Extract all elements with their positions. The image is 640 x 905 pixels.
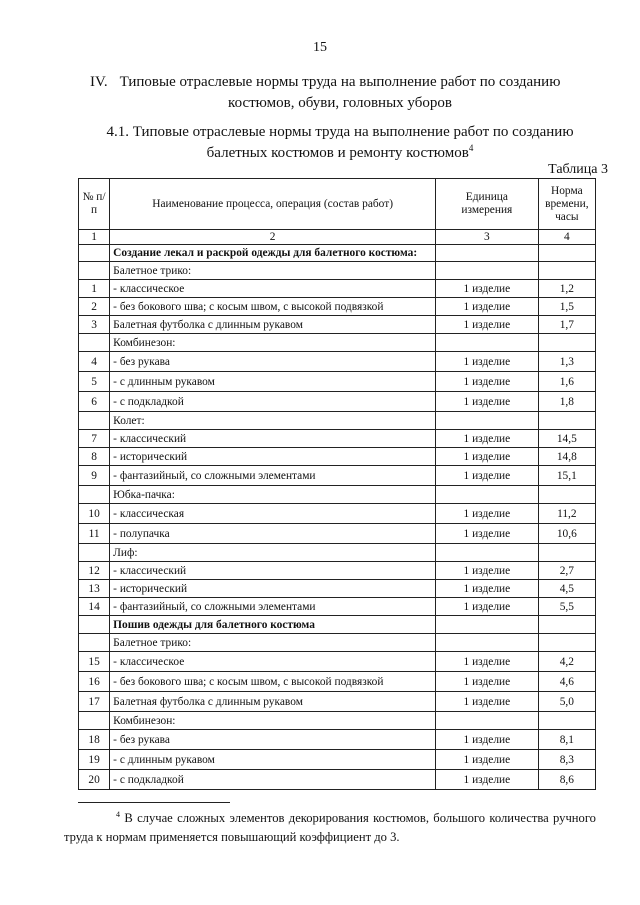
footnote-text: В случае сложных элементов декорирования костюмов, большого количества ручного труда к нормам применяется повышающий коэффициент до 3. xyxy=(64,811,596,844)
table-row xyxy=(79,580,596,598)
cell-norm: 1,8 xyxy=(538,392,595,412)
table-row xyxy=(79,448,596,466)
table-group-row xyxy=(79,634,596,652)
cell-norm xyxy=(538,245,595,262)
cell-num: 7 xyxy=(79,430,110,448)
table-group-row xyxy=(79,486,596,504)
cell-name: - классическое xyxy=(110,652,436,672)
cell-name: Юбка-пачка: xyxy=(110,486,436,504)
norms-table xyxy=(78,178,596,790)
cell-num: 18 xyxy=(79,730,110,750)
table-row xyxy=(79,562,596,580)
cell-norm xyxy=(538,616,595,634)
table-row xyxy=(79,524,596,544)
cell-norm: 4,6 xyxy=(538,672,595,692)
cell-name: - с подкладкой xyxy=(110,392,436,412)
cell-num: 10 xyxy=(79,504,110,524)
table-row xyxy=(79,770,596,790)
cell-unit xyxy=(436,486,539,504)
table-row xyxy=(79,692,596,712)
cell-unit: 1 изделие xyxy=(436,372,539,392)
cell-unit: 1 изделие xyxy=(436,466,539,486)
cell-num: 4 xyxy=(79,352,110,372)
column-number-row xyxy=(79,230,596,245)
cell-norm: 1,2 xyxy=(538,280,595,298)
cell-num xyxy=(79,262,110,280)
cell-norm xyxy=(538,634,595,652)
table-row xyxy=(79,280,596,298)
cell-num: 14 xyxy=(79,598,110,616)
cell-norm xyxy=(538,712,595,730)
cell-name: - с длинным рукавом xyxy=(110,750,436,770)
cell-unit: 1 изделие xyxy=(436,504,539,524)
cell-unit xyxy=(436,712,539,730)
cell-unit: 1 изделие xyxy=(436,598,539,616)
cell-name: - исторический xyxy=(110,448,436,466)
section-heading-line-1: Типовые отраслевые нормы труда на выполнение работ по созданию xyxy=(119,74,561,90)
table-label: Таблица 3 xyxy=(548,162,608,177)
page-number: 15 xyxy=(313,40,327,55)
cell-norm: 5,5 xyxy=(538,598,595,616)
cell-unit: 1 изделие xyxy=(436,316,539,334)
cell-norm xyxy=(538,486,595,504)
cell-norm xyxy=(538,412,595,430)
cell-name: Колет: xyxy=(110,412,436,430)
section-heading xyxy=(60,72,620,114)
cell-unit xyxy=(436,262,539,280)
table-row xyxy=(79,372,596,392)
cell-name: - классический xyxy=(110,562,436,580)
table-row xyxy=(79,750,596,770)
footnote-reference: 4 xyxy=(468,143,474,153)
cell-name: Пошив одежды для балетного костюма xyxy=(110,616,436,634)
cell-unit: 1 изделие xyxy=(436,692,539,712)
cell-norm: 14,8 xyxy=(538,448,595,466)
header-name: Наименование процесса, операция (состав работ) xyxy=(110,179,436,230)
cell-num: 3 xyxy=(79,316,110,334)
table-row xyxy=(79,672,596,692)
cell-num: 13 xyxy=(79,580,110,598)
cell-num xyxy=(79,712,110,730)
table-row xyxy=(79,504,596,524)
cell-num xyxy=(79,245,110,262)
cell-num xyxy=(79,616,110,634)
table-row xyxy=(79,298,596,316)
table-group-row xyxy=(79,616,596,634)
cell-norm: 1,3 xyxy=(538,352,595,372)
cell-name: - с подкладкой xyxy=(110,770,436,790)
table-row xyxy=(79,652,596,672)
cell-unit xyxy=(436,616,539,634)
cell-norm: 10,6 xyxy=(538,524,595,544)
cell-name: - с длинным рукавом xyxy=(110,372,436,392)
cell-unit xyxy=(436,544,539,562)
header-num: № п/п xyxy=(79,179,110,230)
cell-num: 9 xyxy=(79,466,110,486)
cell-unit: 1 изделие xyxy=(436,562,539,580)
cell-num: 6 xyxy=(79,392,110,412)
cell-num xyxy=(79,486,110,504)
cell-unit: 1 изделие xyxy=(436,770,539,790)
cell-num: 5 xyxy=(79,372,110,392)
cell-norm: 8,3 xyxy=(538,750,595,770)
cell-num: 20 xyxy=(79,770,110,790)
cell-unit: 1 изделие xyxy=(436,280,539,298)
cell-unit xyxy=(436,245,539,262)
cell-name: Балетное трико: xyxy=(110,262,436,280)
table-row xyxy=(79,392,596,412)
cell-unit: 1 изделие xyxy=(436,430,539,448)
cell-num: 19 xyxy=(79,750,110,770)
table-row xyxy=(79,730,596,750)
cell-name: - полупачка xyxy=(110,524,436,544)
table-group-row xyxy=(79,262,596,280)
cell-unit xyxy=(436,634,539,652)
cell-unit xyxy=(436,334,539,352)
cell-norm: 14,5 xyxy=(538,430,595,448)
cell-norm: 8,6 xyxy=(538,770,595,790)
cell-name: Лиф: xyxy=(110,544,436,562)
cell-name: - исторический xyxy=(110,580,436,598)
cell-norm xyxy=(538,334,595,352)
section-roman-numeral: IV. xyxy=(90,74,108,90)
cell-name: - без бокового шва; с косым швом, с высокой подвязкой xyxy=(110,672,436,692)
cell-name: Комбинезон: xyxy=(110,334,436,352)
cell-norm: 4,2 xyxy=(538,652,595,672)
cell-num: 12 xyxy=(79,562,110,580)
cell-num: 16 xyxy=(79,672,110,692)
cell-num xyxy=(79,334,110,352)
cell-num: 15 xyxy=(79,652,110,672)
cell-name: - классический xyxy=(110,430,436,448)
cell-norm: 2,7 xyxy=(538,562,595,580)
cell-unit: 1 изделие xyxy=(436,524,539,544)
cell-unit: 1 изделие xyxy=(436,730,539,750)
cell-norm xyxy=(538,544,595,562)
cell-unit: 1 изделие xyxy=(436,672,539,692)
cell-norm xyxy=(538,262,595,280)
table-body xyxy=(79,245,596,790)
table-group-row xyxy=(79,245,596,262)
cell-name: - классическая xyxy=(110,504,436,524)
cell-name: - без бокового шва; с косым швом, с высокой подвязкой xyxy=(110,298,436,316)
footnote-mark: 4 xyxy=(116,809,120,819)
cell-name: - классическое xyxy=(110,280,436,298)
cell-num xyxy=(79,412,110,430)
cell-num: 1 xyxy=(79,280,110,298)
cell-name: - фантазийный, со сложными элементами xyxy=(110,598,436,616)
table-row xyxy=(79,430,596,448)
cell-num xyxy=(79,544,110,562)
header-norm: Норма времени, часы xyxy=(538,179,595,230)
table-group-row xyxy=(79,334,596,352)
table-row xyxy=(79,352,596,372)
cell-unit: 1 изделие xyxy=(436,392,539,412)
cell-norm: 1,7 xyxy=(538,316,595,334)
cell-name: Комбинезон: xyxy=(110,712,436,730)
cell-name: Балетное трико: xyxy=(110,634,436,652)
column-number: 2 xyxy=(110,230,436,245)
cell-unit: 1 изделие xyxy=(436,448,539,466)
cell-num: 8 xyxy=(79,448,110,466)
cell-unit: 1 изделие xyxy=(436,750,539,770)
table-row xyxy=(79,316,596,334)
cell-norm: 1,6 xyxy=(538,372,595,392)
footnote-divider xyxy=(78,802,230,803)
cell-norm: 4,5 xyxy=(538,580,595,598)
subsection-heading xyxy=(60,122,620,164)
table-group-row xyxy=(79,712,596,730)
cell-num: 17 xyxy=(79,692,110,712)
cell-name: - фантазийный, со сложными элементами xyxy=(110,466,436,486)
cell-num xyxy=(79,634,110,652)
cell-num: 11 xyxy=(79,524,110,544)
table-row xyxy=(79,598,596,616)
subsection-heading-line-2: балетных костюмов и ремонту костюмов xyxy=(206,145,469,161)
table-row xyxy=(79,466,596,486)
cell-unit: 1 изделие xyxy=(436,580,539,598)
cell-unit: 1 изделие xyxy=(436,352,539,372)
cell-num: 2 xyxy=(79,298,110,316)
column-number: 4 xyxy=(538,230,595,245)
subsection-heading-line-1: 4.1. Типовые отраслевые нормы труда на выполнение работ по созданию xyxy=(106,124,574,140)
cell-name: - без рукава xyxy=(110,730,436,750)
cell-norm: 1,5 xyxy=(538,298,595,316)
column-number: 1 xyxy=(79,230,110,245)
cell-norm: 15,1 xyxy=(538,466,595,486)
cell-name: - без рукава xyxy=(110,352,436,372)
column-number: 3 xyxy=(436,230,539,245)
subsection-heading-line-2-wrap xyxy=(60,143,620,164)
cell-unit: 1 изделие xyxy=(436,298,539,316)
cell-norm: 8,1 xyxy=(538,730,595,750)
cell-name: Балетная футболка с длинным рукавом xyxy=(110,316,436,334)
cell-unit: 1 изделие xyxy=(436,652,539,672)
cell-unit xyxy=(436,412,539,430)
table-header-row xyxy=(79,179,596,230)
table-group-row xyxy=(79,544,596,562)
cell-name: Создание лекал и раскрой одежды для балетного костюма: xyxy=(110,245,436,262)
table-group-row xyxy=(79,412,596,430)
cell-norm: 11,2 xyxy=(538,504,595,524)
cell-norm: 5,0 xyxy=(538,692,595,712)
header-unit: Единица измерения xyxy=(436,179,539,230)
cell-name: Балетная футболка с длинным рукавом xyxy=(110,692,436,712)
footnote xyxy=(64,809,596,847)
section-heading-line-2: костюмов, обуви, головных уборов xyxy=(228,95,452,111)
